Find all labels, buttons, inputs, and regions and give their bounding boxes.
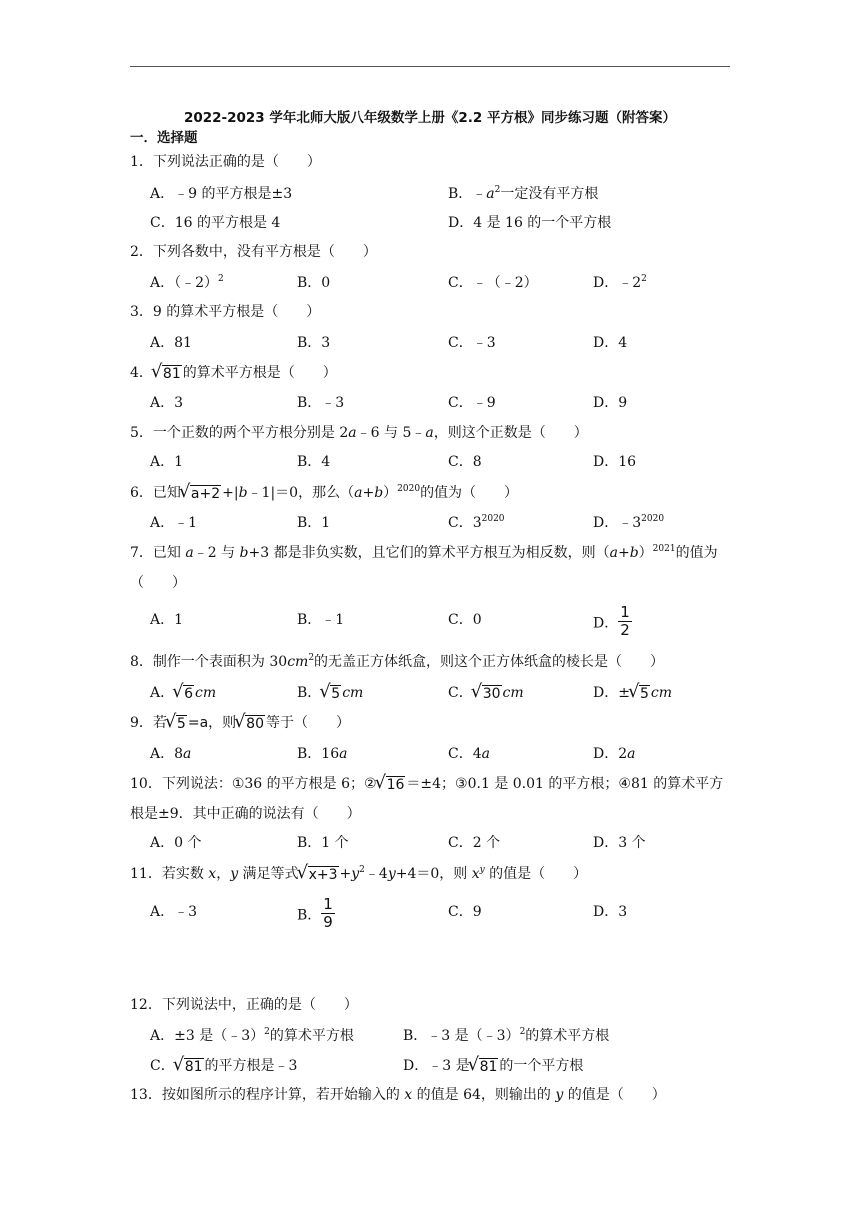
sqrt-expression: √ a+2 (178, 481, 221, 502)
option-b[interactable]: B．1 个 (297, 835, 349, 851)
option-b[interactable]: B． √ 5 cm (297, 681, 364, 702)
question-number: 3． (130, 304, 153, 320)
option-b[interactable]: B．﹣1 (297, 612, 345, 628)
question-11: 11．若实数 x，y 满足等式 √ $x+3 +y^2﹣4y+4=0$，则 $x^y$ 的值是（ ） (130, 862, 588, 883)
option-d[interactable]: D．3 个 (593, 835, 646, 851)
question-9: 9．若 √ 5 =a，则 √ 80 等于（ ） (130, 711, 350, 732)
question-4 (130, 359, 735, 387)
option-d[interactable]: D． $\frac{1}{2}$ (593, 603, 630, 639)
option-c[interactable]: C．﹣3 (448, 335, 496, 351)
option-c[interactable]: C．2 个 (448, 835, 501, 851)
option-b[interactable]: B．﹣3 (297, 395, 345, 411)
option-a[interactable]: A．81 (150, 335, 192, 351)
question-number: 2． (130, 244, 153, 260)
option-d[interactable]: D．4 (593, 335, 628, 351)
option-d[interactable]: D．﹣3 是 √ 81 的一个平方根 (403, 1054, 584, 1075)
question-stem: 下列说法正确的是（ ） (152, 154, 321, 170)
option-c[interactable]: C． √ 30 cm (448, 681, 524, 702)
question-number: 1． (130, 154, 153, 170)
option-b[interactable]: B．﹣3 是（﹣3）$^2$的算术平方根 (403, 1027, 610, 1044)
option-a[interactable]: A．﹣1 (150, 515, 198, 531)
question-8-options (150, 679, 740, 709)
question-12 (130, 991, 735, 1019)
option-b[interactable]: B．4 (297, 454, 331, 470)
question-number: 13． (130, 1087, 162, 1103)
option-d[interactable]: D．16 (593, 454, 637, 470)
question-6-options (150, 509, 740, 539)
question-10-options (150, 829, 740, 859)
question-number: 10． (130, 776, 162, 792)
option-c[interactable]: C．$3^{2020}$ (448, 514, 505, 531)
question-7: 7．已知 a﹣2 与 b+3 都是非负实数，且它们的算术平方根互为相反数，则$(a+b)^{2021}$的值为（ ） (130, 544, 718, 591)
question-1 (130, 148, 735, 176)
option-d[interactable]: D．$﹣2^2$ (593, 274, 647, 291)
question-stem: 9 的算术平方根是（ ） (152, 304, 321, 320)
question-7-options (150, 603, 740, 639)
question-number: 5． (130, 425, 153, 441)
question-2-options (150, 269, 740, 299)
sqrt-expression: √ 81 (150, 361, 181, 382)
question-2 (130, 238, 735, 266)
option-a[interactable]: A．﹣3 (150, 904, 198, 920)
question-12-options-row2 (150, 1052, 740, 1082)
question-12-options-row1 (150, 1022, 740, 1052)
question-9-options (150, 740, 740, 770)
question-10: 10．下列说法：①36 的平方根是 6；② √ 16 ＝±4；③0.1 是 0.01 的平方根；④81 的算术平方根是±9．其中正确的说法有（ ） (130, 772, 724, 822)
option-a[interactable]: A．1 (150, 612, 184, 628)
option-c[interactable]: C．﹣9 (448, 395, 496, 411)
question-1-options-row1 (150, 180, 740, 210)
option-c[interactable]: C． √ 81 的平方根是﹣3 (150, 1054, 298, 1075)
option-a[interactable]: A．±3 是（﹣3）$^2$的算术平方根 (150, 1027, 354, 1044)
question-1-options-row2 (150, 209, 740, 239)
question-stem: 下列说法中，正确的是（ ） (161, 997, 358, 1013)
option-c[interactable]: C．0 (448, 612, 482, 628)
document-title: 2022-2023 学年北师大版八年级数学上册《2.2 平方根》同步练习题（附答案） (183, 110, 677, 126)
question-number: 12． (130, 997, 162, 1013)
option-d[interactable]: D．2a (593, 746, 636, 762)
option-d[interactable]: D．4 是 16 的一个平方根 (448, 215, 612, 231)
option-a[interactable]: A．1 (150, 454, 184, 470)
option-b[interactable]: B．16a (297, 746, 348, 762)
question-number: 9． (130, 715, 153, 731)
option-b[interactable]: B． $\frac{1}{9}$ (297, 895, 333, 931)
section-heading: 一．选择题 (130, 130, 198, 146)
option-b[interactable]: B．1 (297, 515, 331, 531)
option-d[interactable]: D．$﹣3^{2020}$ (593, 514, 665, 531)
question-stem: 的算术平方根是（ ） (182, 365, 337, 381)
option-c[interactable]: C．4a (448, 746, 490, 762)
option-b[interactable]: B．3 (297, 335, 331, 351)
option-a[interactable]: A．﹣9 的平方根是±3 (150, 186, 293, 202)
question-13: 13．按如图所示的程序计算，若开始输入的 x 的值是 64，则输出的 y 的值是（ ） (130, 1087, 666, 1103)
question-number: 11． (130, 866, 162, 882)
option-a[interactable]: A．（﹣2）$^2$ (150, 274, 224, 291)
question-number: 4． (130, 365, 153, 381)
option-d[interactable]: D．9 (593, 395, 628, 411)
question-number: 7． (130, 545, 153, 561)
fraction: $\frac{1}{2}$ (620, 603, 630, 639)
option-b[interactable]: B．$﹣a^2$一定没有平方根 (448, 185, 599, 202)
option-a[interactable]: A． √ 6 cm (150, 681, 217, 702)
option-c[interactable]: C．8 (448, 454, 482, 470)
question-3-options (150, 329, 740, 359)
option-a[interactable]: A．8a (150, 746, 192, 762)
option-c[interactable]: C．﹣（﹣2） (448, 275, 538, 291)
option-b[interactable]: B．0 (297, 275, 331, 291)
option-a[interactable]: A．0 个 (150, 835, 202, 851)
question-5-options (150, 448, 740, 478)
option-c[interactable]: C．16 的平方根是 4 (150, 215, 281, 231)
question-11-options (150, 895, 740, 931)
option-c[interactable]: C．9 (448, 904, 482, 920)
question-4-options (150, 389, 740, 419)
option-a[interactable]: A．3 (150, 395, 184, 411)
question-3 (130, 298, 735, 326)
question-stem: 下列各数中，没有平方根是（ ） (152, 244, 377, 260)
header-rule (130, 66, 730, 67)
option-d[interactable]: D．3 (593, 904, 628, 920)
question-6: 6．已知 √ a+2 +|b﹣1|＝0，那么$(a+b)^{2020}$的值为（ ） (130, 481, 519, 502)
question-8: 8．制作一个表面积为 $30cm^2$的无盖正方体纸盒，则这个正方体纸盒的棱长是（ ） (130, 653, 665, 670)
question-number: 8． (130, 654, 153, 670)
option-d[interactable]: D．± √ 5 cm (593, 681, 673, 702)
question-5: 5．一个正数的两个平方根分别是 2a﹣6 与 5﹣a，则这个正数是（ ） (130, 425, 588, 441)
question-number: 6． (130, 485, 153, 501)
